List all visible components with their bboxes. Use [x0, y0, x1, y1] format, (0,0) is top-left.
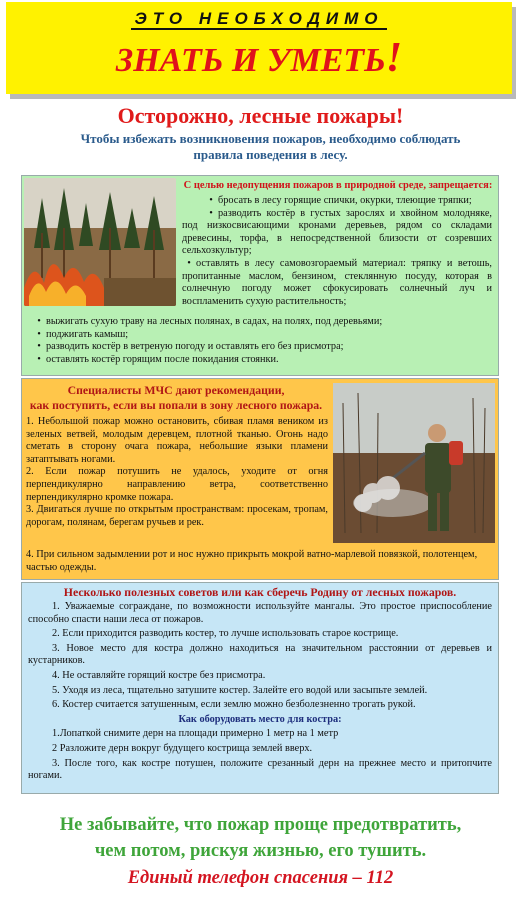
tips-section	[21, 582, 499, 794]
list-item: 4. Не оставляйте горящий костре без присмотра.	[52, 669, 266, 681]
list-item: 3. После того, как костре потушен, положите срезанный дерн на прежнее место и притопчите ногами.	[28, 757, 492, 782]
prohibitions-section	[21, 175, 499, 376]
list-item: • бросать в лесу горящие спички, окурки, тлеющие тряпки;	[182, 195, 492, 208]
prohibitions-list-bottom	[32, 316, 492, 366]
campfire-subheading: Как оборудовать место для костра:	[178, 713, 342, 725]
footer-line-2: чем потом, рискуя жизнью, его тушить.	[94, 841, 427, 861]
banner-top-text: ЭТО НЕОБХОДИМО	[6, 9, 512, 29]
page-title: Осторожно, лесные пожары!	[117, 103, 404, 128]
list-item: 6. Костер считается затушенным, если землю можно безболезненно трогать рукой.	[52, 699, 416, 711]
footer	[0, 812, 521, 892]
recommendations-list	[26, 416, 328, 529]
prohibitions-list-top	[182, 195, 492, 308]
recommendations-heading: Специалисты МЧС дают рекомендации, как поступить, если вы попали в зону лесного пожара.	[29, 383, 323, 412]
list-item: 3. Двигаться лучше по открытым пространствам: просекам, тропам, дорогам, полянам, берегам ручьев и рек.	[26, 504, 328, 528]
tips-heading: Несколько полезных советов или как сберечь Родину от лесных пожаров.	[63, 585, 457, 599]
list-item: 3. Новое место для костра должно находиться на значительном расстоянии от деревьев и кустарников.	[28, 642, 492, 667]
list-item: 5. Уходя из леса, тщательно затушите костер. Залейте его водой или засыпьте землей.	[52, 684, 428, 696]
list-item: • разводить костёр в густых зарослях и хвойном молодняке, под низкосвисающими кронами деревьев, рядом со складами древесины, торфа, в непосредственной близости от созревших сельхозкультур;	[182, 208, 492, 258]
forest-fire-photo	[24, 178, 176, 306]
list-item: 1. Небольшой пожар можно остановить, сбивая пламя веником из зеленых ветвей, молодым деревцем, плотной тканью. Огонь надо сметать в сторону очага пожара, небольшие языки пламени затаптывать ногами.	[26, 416, 328, 465]
header-banner	[6, 2, 512, 94]
prohibitions-heading: С целью недопущения пожаров в природной среде, запрещается:	[183, 180, 493, 191]
list-item: • выжигать сухую траву на лесных полянах, в садах, на полях, под деревьями;	[32, 316, 492, 329]
list-item: 2 Разложите дерн вокруг будущего кострища землей вверх.	[52, 742, 313, 754]
list-item: • поджигать камыш;	[32, 329, 492, 342]
list-item: • оставлять в лесу самовозгораемый материал: тряпку и ветошь, пропитанные маслом, бензином, стеклянную посуду, которая в солнечную погоду может сфокусировать солнечный луч и воспламенить сухую растительность;	[182, 258, 492, 308]
page-subtitle: Чтобы избежать возникновения пожаров, необходимо соблюдать правила поведения в лесу.	[80, 131, 461, 162]
footer-line-1: Не забывайте, что пожар проще предотвратить,	[59, 815, 462, 835]
list-item: 1.Лопаткой снимите дерн на площади примерно 1 метр на 1 метр	[52, 728, 339, 740]
emergency-phone: Единый телефон спасения – 112	[127, 868, 394, 888]
recommendations-last-item: 4. При сильном задымлении рот и нос нужно прикрыть мокрой ватно-марлевой повязкой, полотенцем, частью одежды.	[26, 549, 478, 573]
list-item: • оставлять костёр горящим после покидания стоянки.	[32, 354, 492, 367]
recommendations-section	[21, 378, 499, 580]
list-item: • разводить костёр в ветреную погоду и оставлять его без присмотра;	[32, 341, 492, 354]
firefighter-photo	[333, 383, 495, 543]
banner-main-text: ЗНАТЬ И УМЕТЬ!	[115, 35, 403, 81]
tips-list	[28, 601, 492, 785]
list-item: 2. Если пожар потушить не удалось, уходите от огня перпендикулярно направлению ветра, соответственно перпендикулярно кромке пожара.	[26, 466, 328, 503]
list-item: 2. Если приходится разводить костер, то лучше использовать старое кострище.	[52, 628, 399, 640]
list-item: 1. Уважаемые сограждане, по возможности используйте мангалы. Это простое приспособление способно спасти наши леса от пожаров.	[28, 601, 492, 625]
